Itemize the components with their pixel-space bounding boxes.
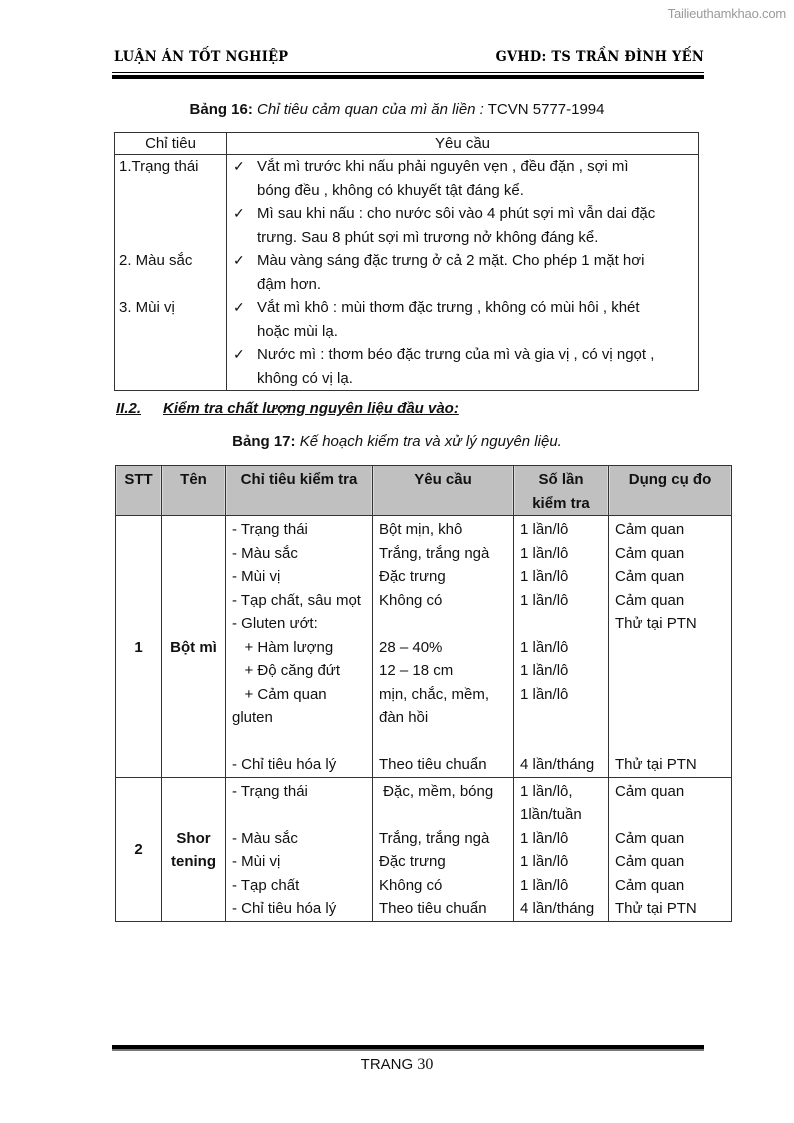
row-name: Bột mì: [162, 516, 226, 778]
table-row: [116, 516, 732, 778]
table17-inspection-plan: [115, 465, 732, 922]
criteria-column: [115, 155, 227, 391]
table17-caption: [0, 433, 794, 450]
table16-caption-standard: TCVN 5777-1994: [487, 101, 605, 118]
section-number: II.2.: [116, 400, 142, 417]
check-icon: ✓: [233, 299, 245, 315]
check-icon: ✓: [233, 158, 245, 174]
header-thesis-title: LUẬN ÁN TỐT NGHIỆP: [114, 49, 289, 66]
footer-rule: [112, 1045, 704, 1051]
row-requirement: Đặc, mềm, bóng Trắng, trắng ngà Đặc trưng Không có Theo tiêu chuẩn: [373, 777, 514, 921]
header-frequency: Số lần kiểm tra: [514, 466, 609, 516]
row-stt: 1: [116, 516, 162, 778]
criteria-color: 2. Màu sắc: [119, 252, 193, 269]
table-row: [115, 155, 699, 391]
section-title: Kiểm tra chất lượng nguyên liệu đầu vào:: [163, 400, 459, 417]
table-header-row: [115, 133, 699, 155]
header-criteria: Chỉ tiêu kiểm tra: [226, 466, 373, 516]
header-criteria: Chỉ tiêu: [115, 133, 227, 155]
row-instrument: Cảm quan Cảm quan Cảm quan Cảm quan Thử tại PTN: [609, 777, 732, 921]
header-rule: [112, 72, 704, 79]
table17-caption-label: Bảng 17:: [232, 433, 296, 450]
table16-sensory-criteria: [114, 132, 699, 391]
header-requirement: Yêu cầu: [373, 466, 514, 516]
header-stt: STT: [116, 466, 162, 516]
running-header: [114, 50, 704, 70]
section-heading: [116, 400, 459, 417]
page-number: TRANG 30: [360, 1056, 434, 1073]
header-instrument: Dụng cụ đo: [609, 466, 732, 516]
header-requirement: Yêu cầu: [227, 133, 699, 155]
row-stt: 2: [116, 777, 162, 921]
check-icon: ✓: [233, 252, 245, 268]
requirement-item: ✓ Vắt mì khô : mùi thơm đặc trưng , không có mùi hôi , khét hoặc mùi lạ.: [231, 296, 694, 343]
requirement-item: ✓ Vắt mì trước khi nấu phải nguyên vẹn , đều đặn , sợi mì bóng đều , không có khuyết tật đáng kể.: [231, 155, 694, 202]
row-criteria: - Trạng thái - Màu sắc - Mùi vị - Tạp chất - Chỉ tiêu hóa lý: [226, 777, 373, 921]
table16-caption-title: Chỉ tiêu cảm quan của mì ăn liền :: [257, 101, 484, 118]
requirement-column: [227, 155, 699, 391]
header-name: Tên: [162, 466, 226, 516]
table16-caption-label: Bảng 16:: [189, 101, 253, 118]
criteria-state: 1.Trạng thái: [119, 158, 199, 175]
row-frequency: 1 lần/lô, 1lần/tuần 1 lần/lô 1 lần/lô 1 lần/lô 4 lần/tháng: [514, 777, 609, 921]
row-requirement: Bột mịn, khô Trắng, trắng ngà Đặc trưng Không có 28 – 40% 12 – 18 cm mịn, chắc, mềm, đàn hồi Theo tiêu chuẩn: [373, 516, 514, 778]
table16-caption: [0, 101, 794, 118]
requirement-item: ✓ Màu vàng sáng đặc trưng ở cả 2 mặt. Cho phép 1 mặt hơi đậm hơn.: [231, 249, 694, 296]
header-advisor: GVHD: TS TRẦN ĐÌNH YẾN: [495, 49, 704, 66]
row-name: Shor tening: [162, 777, 226, 921]
watermark: Tailieuthamkhao.com: [667, 6, 786, 21]
check-icon: ✓: [233, 205, 245, 221]
check-icon: ✓: [233, 346, 245, 362]
row-criteria: - Trạng thái - Màu sắc - Mùi vị - Tạp chất, sâu mọt - Gluten ướt: + Hàm lượng + Độ căng đứt + Cảm quan gluten - Chỉ tiêu hóa lý: [226, 516, 373, 778]
row-frequency: 1 lần/lô 1 lần/lô 1 lần/lô 1 lần/lô 1 lần/lô 1 lần/lô 1 lần/lô 4 lần/tháng: [514, 516, 609, 778]
table-row: [116, 777, 732, 921]
requirement-item: ✓ Nước mì : thơm béo đặc trưng của mì và gia vị , có vị ngọt , không có vị lạ.: [231, 343, 694, 390]
criteria-taste: 3. Mùi vị: [119, 299, 175, 316]
requirement-item: ✓ Mì sau khi nấu : cho nước sôi vào 4 phút sợi mì vẫn dai đặc trưng. Sau 8 phút sợi mì trương nở không đáng kể.: [231, 202, 694, 249]
table17-caption-title: Kế hoạch kiểm tra và xử lý nguyên liệu.: [299, 433, 562, 450]
table-header-row: [116, 466, 732, 516]
row-instrument: Cảm quan Cảm quan Cảm quan Cảm quan Thử tại PTN Thử tại PTN: [609, 516, 732, 778]
